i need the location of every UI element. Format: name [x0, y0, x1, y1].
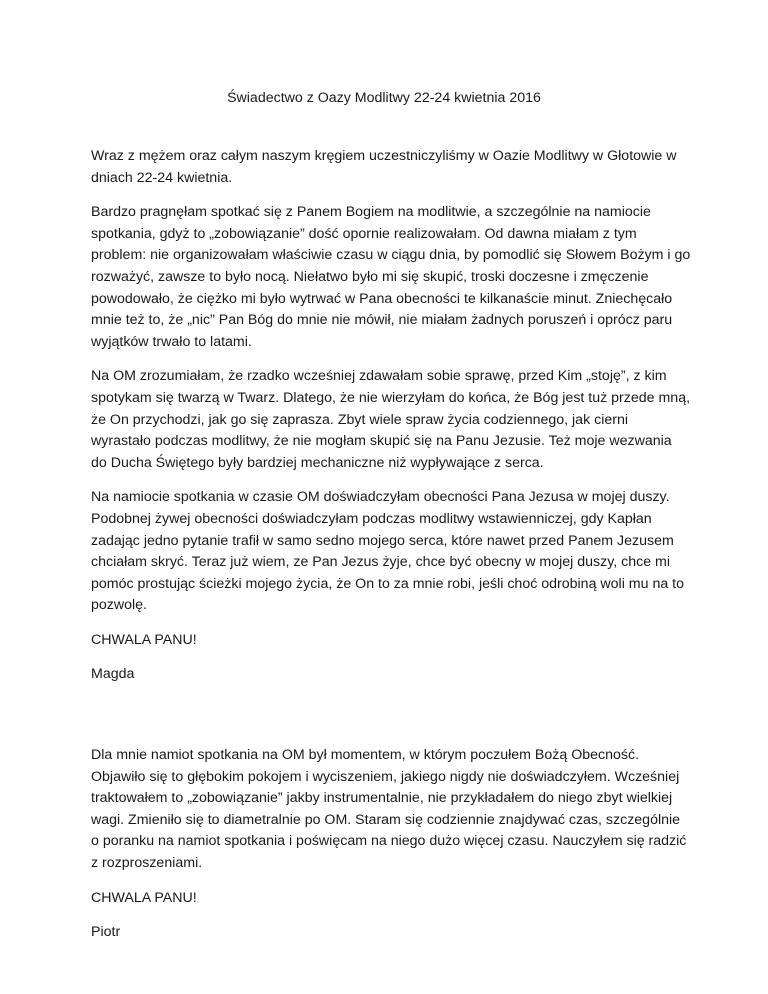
paragraph: Wraz z mężem oraz całym naszym kręgiem uczestniczyliśmy w Oazie Modlitwy w Głotowie w dniach 22-24 kwietnia. — [91, 148, 677, 186]
paragraph: Na OM zrozumiałam, że rzadko wcześniej zdawałam sobie sprawę, przed Kim „stoję”, z kim spotykam się twarzą w Twarz. Dlatego, że nie wierzyłam do końca, że Bóg jest tuż przede mną, że On przychodzi, jak go się zaprasza. Zbyt wiele spraw życia codziennego, jak cierni wyrastało podczas modlitwy, że nie mogłam skupić się na Panu Jezusie. Też moje wezwania do Ducha Świętego były bardziej mechaniczne niż wypływające z serca. — [91, 368, 691, 471]
closing-praise: CHWALA PANU! — [91, 889, 197, 906]
paragraph: Na namiocie spotkania w czasie OM doświadczyłam obecności Pana Jezusa w mojej duszy. Podobnej żywej obecności doświadczyłam podczas modlitwy wstawienniczej, gdy Kapłan zadając jedno pytanie trafił w samo sedno mojego serca, które nawet przed Panem Jezusem chciałam skryć. Teraz już wiem, ze Pan Jezus żyje, chce być obecny w mojej duszy, chce mi pomóc prostując ścieżki mojego życia, że On to za mnie robi, jeśli choć odrobiną woli mu na to pozwolę. — [91, 489, 684, 614]
paragraph: Dla mnie namiot spotkania na OM był momentem, w którym poczułem Bożą Obecność. Objawiło się to głębokim pokojem i wyciszeniem, jakiego nigdy nie doświadczyłem. Wcześniej traktowałem to „zobowiązanie” jakby instrumentalnie, nie przykładałem do niego zbyt wielkiej wagi. Zmieniło się to diametralnie po OM. Staram się codziennie znajdywać czas, szczególnie o poranku na namiot spotkania i poświęcam na niego dużo więcej czasu. Nauczyłem się radzić z rozproszeniami. — [91, 747, 687, 872]
section-gap — [91, 699, 691, 745]
author-signature: Magda — [91, 666, 135, 683]
author-signature: Piotr — [91, 924, 121, 941]
paragraph: Bardzo pragnęłam spotkać się z Panem Bogiem na modlitwie, a szczególnie na namiocie spotkania, gdyż to „zobowiązanie” dość opornie realizowałam. Od dawna miałam z tym problem: nie organizowałam właściwie czasu w ciągu dnia, by pomodlić się Słowem Bożym i go rozważyć, zawsze to było nocą. Niełatwo było mi się skupić, troski doczesne i zmęczenie powodowało, że ciężko mi było wytrwać w Pana obecności te kilkanaście minut. Zniechęcało mnie też to, że „nic” Pan Bóg do mnie nie mówił, nie miałam żadnych poruszeń i oprócz paru wyjątków trwało to latami. — [91, 204, 691, 350]
closing-praise: CHWALA PANU! — [91, 631, 197, 648]
document-title: Świadectwo z Oazy Modlitwy 22-24 kwietnia 2016 — [227, 90, 541, 106]
document-body — [91, 146, 691, 957]
